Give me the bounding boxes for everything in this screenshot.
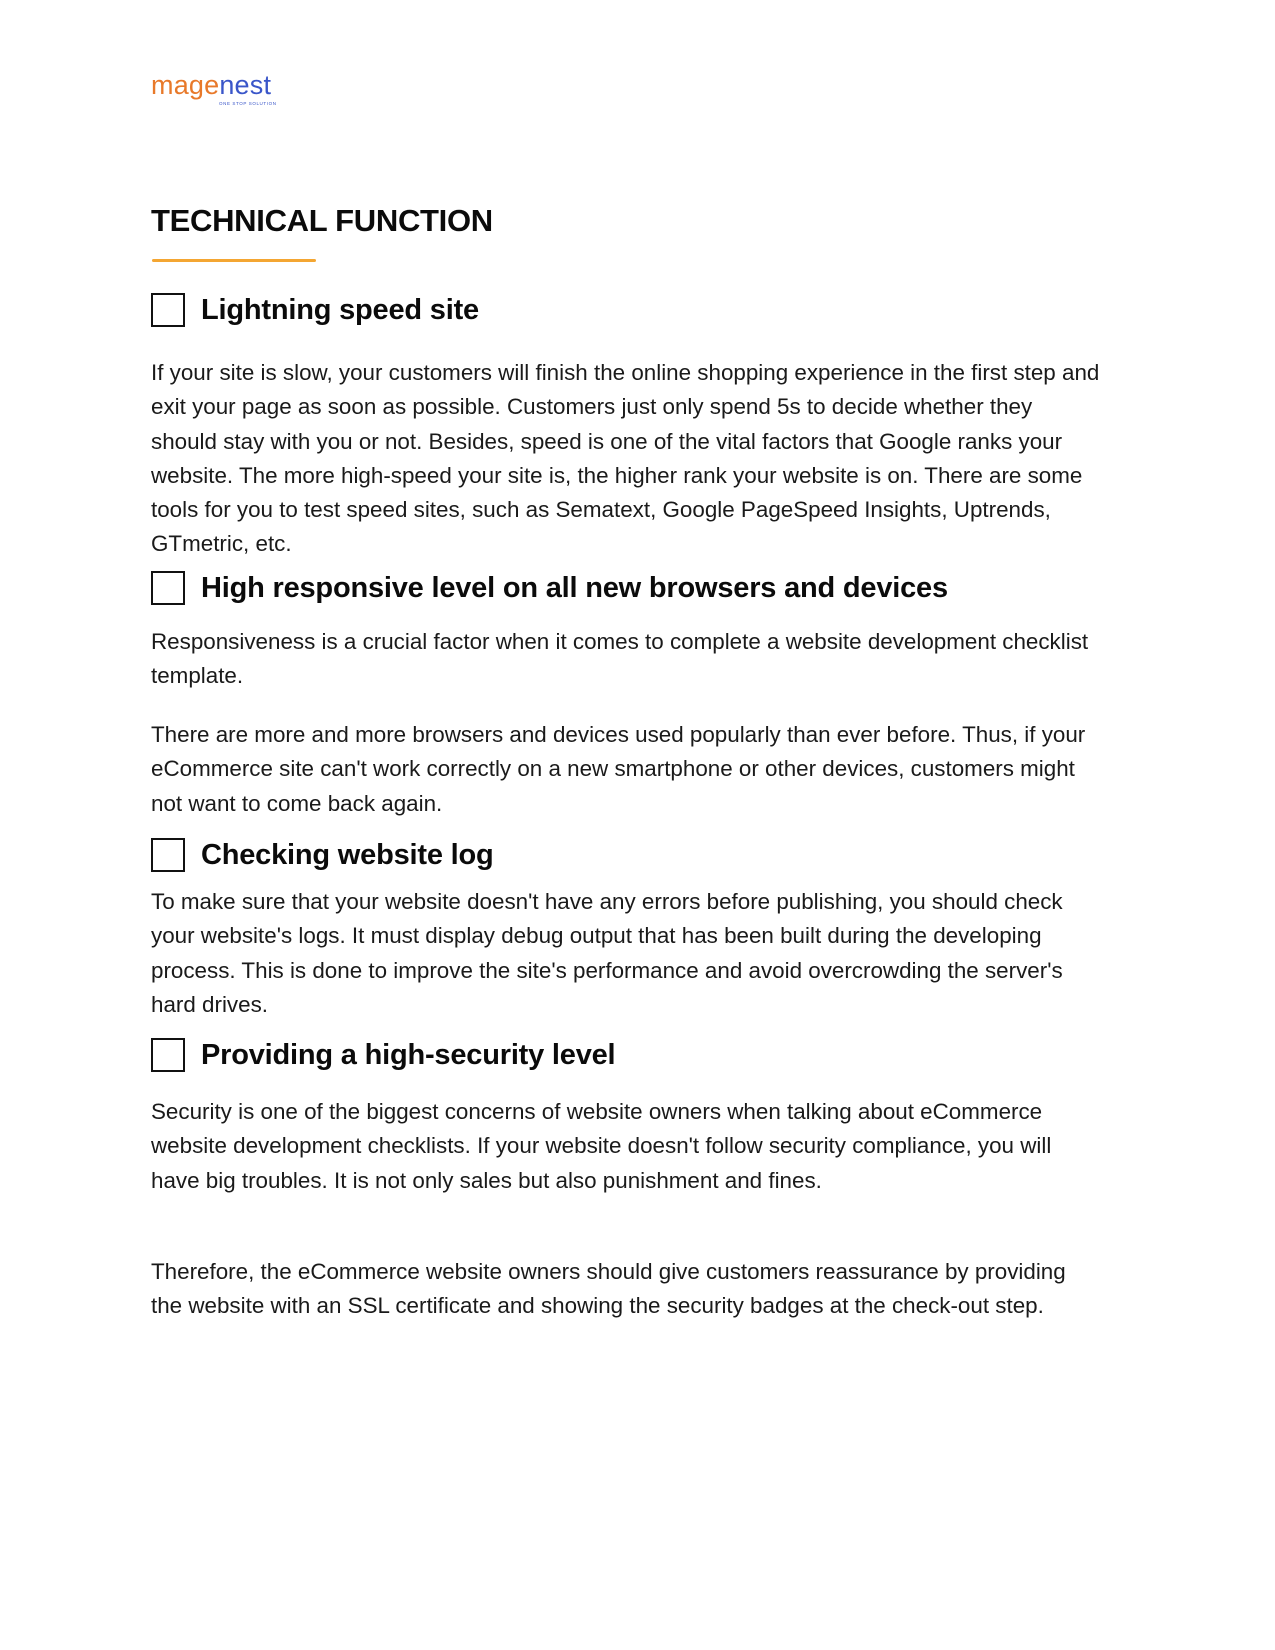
paragraph-responsive-2: There are more and more browsers and devices used popularly than ever before. Thus, if your eCommerce site can't work correctly on a new smartphone or other devices, customers might not want to come back again.: [151, 722, 1086, 816]
checkbox-log[interactable]: [151, 838, 185, 872]
paragraph-security-2: Therefore, the eCommerce website owners should give customers reassurance by providing the website with an SSL certificate and showing the security badges at the check-out step.: [151, 1259, 1066, 1319]
checkbox-security[interactable]: [151, 1038, 185, 1072]
logo-word-part3: nest: [219, 70, 272, 100]
heading-speed: Lightning speed site: [201, 293, 479, 326]
paragraph-log: To make sure that your website doesn't have any errors before publishing, you should check your website's logs. It must display debug output that has been built during the developing process. This is done to improve the site's performance and avoid overcrowding the server's hard drives.: [151, 889, 1063, 1017]
logo-word-part2: e: [204, 70, 220, 100]
checkbox-speed[interactable]: [151, 293, 185, 327]
paragraph-responsive-1: Responsiveness is a crucial factor when it comes to complete a website development checklist template.: [151, 629, 1089, 689]
section-heading-responsive: [151, 571, 948, 605]
section-heading-log: [151, 838, 494, 872]
checkbox-responsive[interactable]: [151, 571, 185, 605]
title-underline: [152, 259, 316, 262]
heading-responsive: High responsive level on all new browsers and devices: [201, 571, 948, 604]
paragraph-security-1: Security is one of the biggest concerns of website owners when talking about eCommerce website development checklists. If your website doesn't follow security compliance, you will have big troubles. It is not only sales but also punishment and fines.: [151, 1099, 1052, 1193]
heading-security: Providing a high-security level: [201, 1038, 616, 1071]
logo-word-part1: mag: [151, 70, 205, 100]
magenest-logo: [151, 72, 291, 112]
section-heading-speed: [151, 293, 479, 327]
paragraph-speed: If your site is slow, your customers will finish the online shopping experience in the first step and exit your page as soon as possible. Customers just only spend 5s to decide whether they should stay with you or not. Besides, speed is one of the vital factors that Google ranks your website. The more high-speed your site is, the higher rank your website is on. There are some tools for you to test speed sites, such as Sematext, Google PageSpeed Insights, Uptrends, GTmetric, etc.: [151, 360, 1100, 557]
logo-tagline: ONE STOP SOLUTION: [219, 101, 277, 106]
page-title: TECHNICAL FUNCTION: [151, 203, 493, 238]
logo-wordmark: [151, 72, 291, 99]
heading-log: Checking website log: [201, 838, 494, 871]
section-heading-security: [151, 1038, 615, 1072]
